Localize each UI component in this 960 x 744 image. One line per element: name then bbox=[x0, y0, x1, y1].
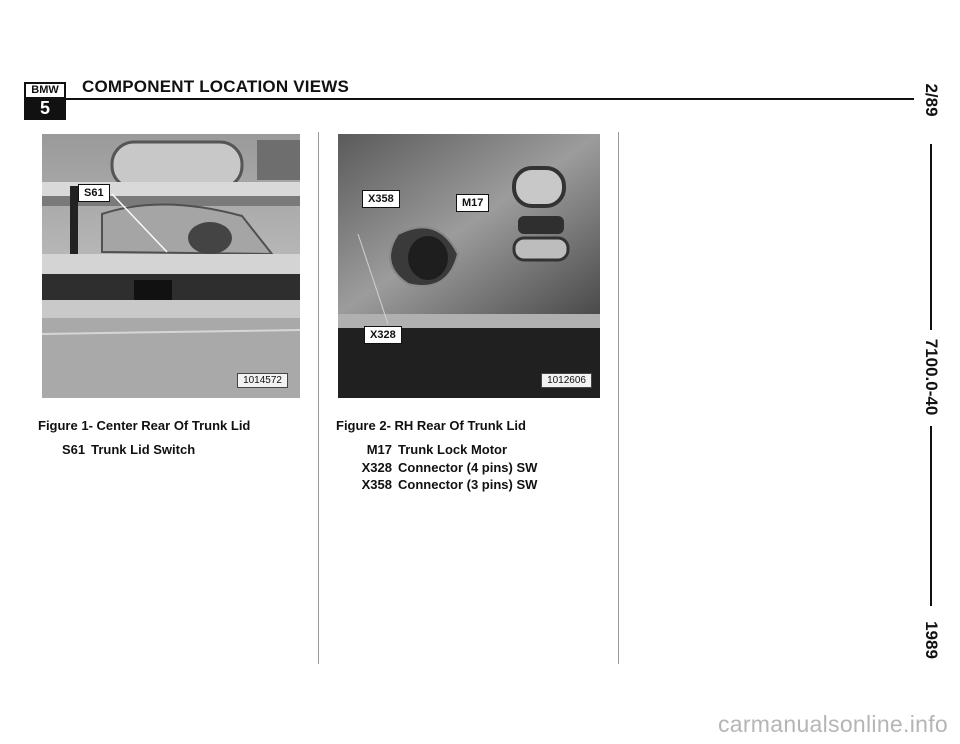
legend-description: Connector (3 pins) SW bbox=[398, 477, 538, 492]
legend-item bbox=[356, 460, 537, 475]
sidebar-rule bbox=[930, 426, 932, 606]
page-title: COMPONENT LOCATION VIEWS bbox=[82, 77, 350, 96]
trunk-lid-rh-photo-graphic bbox=[338, 134, 600, 398]
legend-item bbox=[356, 442, 507, 457]
logo-brand: BMW bbox=[26, 84, 64, 97]
header-divider bbox=[66, 98, 914, 100]
legend-item bbox=[62, 442, 195, 457]
callout-x358: X358 bbox=[362, 190, 400, 208]
bmw-5-series-logo bbox=[24, 82, 66, 120]
photo-code: 1014572 bbox=[237, 373, 288, 388]
site-watermark: carmanualsonline.info bbox=[717, 711, 948, 737]
legend-description: Connector (4 pins) SW bbox=[398, 460, 538, 475]
legend-item bbox=[356, 477, 537, 492]
logo-series: 5 bbox=[39, 98, 50, 118]
figure-2-caption: Figure 2- RH Rear Of Trunk Lid bbox=[336, 418, 526, 433]
sidebar-rule bbox=[930, 144, 932, 330]
sidebar-page-number: 7100.0-40 bbox=[922, 338, 941, 416]
legend-code: X328 bbox=[361, 460, 392, 475]
legend-description: Trunk Lid Switch bbox=[91, 442, 196, 457]
callout-x328: X328 bbox=[364, 326, 402, 344]
legend-description: Trunk Lock Motor bbox=[398, 442, 508, 457]
photo-code: 1012606 bbox=[541, 373, 592, 388]
figure-2-photo bbox=[338, 134, 600, 398]
column-divider-left bbox=[318, 132, 319, 664]
trunk-lid-center-photo-graphic bbox=[42, 134, 300, 398]
figure-1-photo bbox=[42, 134, 300, 398]
legend-code: M17 bbox=[366, 442, 392, 457]
column-divider-right bbox=[618, 132, 619, 664]
sidebar-date: 2/89 bbox=[922, 83, 941, 117]
legend-code: S61 bbox=[62, 442, 86, 457]
figure-1-caption: Figure 1- Center Rear Of Trunk Lid bbox=[38, 418, 251, 433]
callout-m17: M17 bbox=[456, 194, 489, 212]
legend-code: X358 bbox=[361, 477, 392, 492]
sidebar-year: 1989 bbox=[922, 621, 941, 659]
callout-s61: S61 bbox=[78, 184, 110, 202]
